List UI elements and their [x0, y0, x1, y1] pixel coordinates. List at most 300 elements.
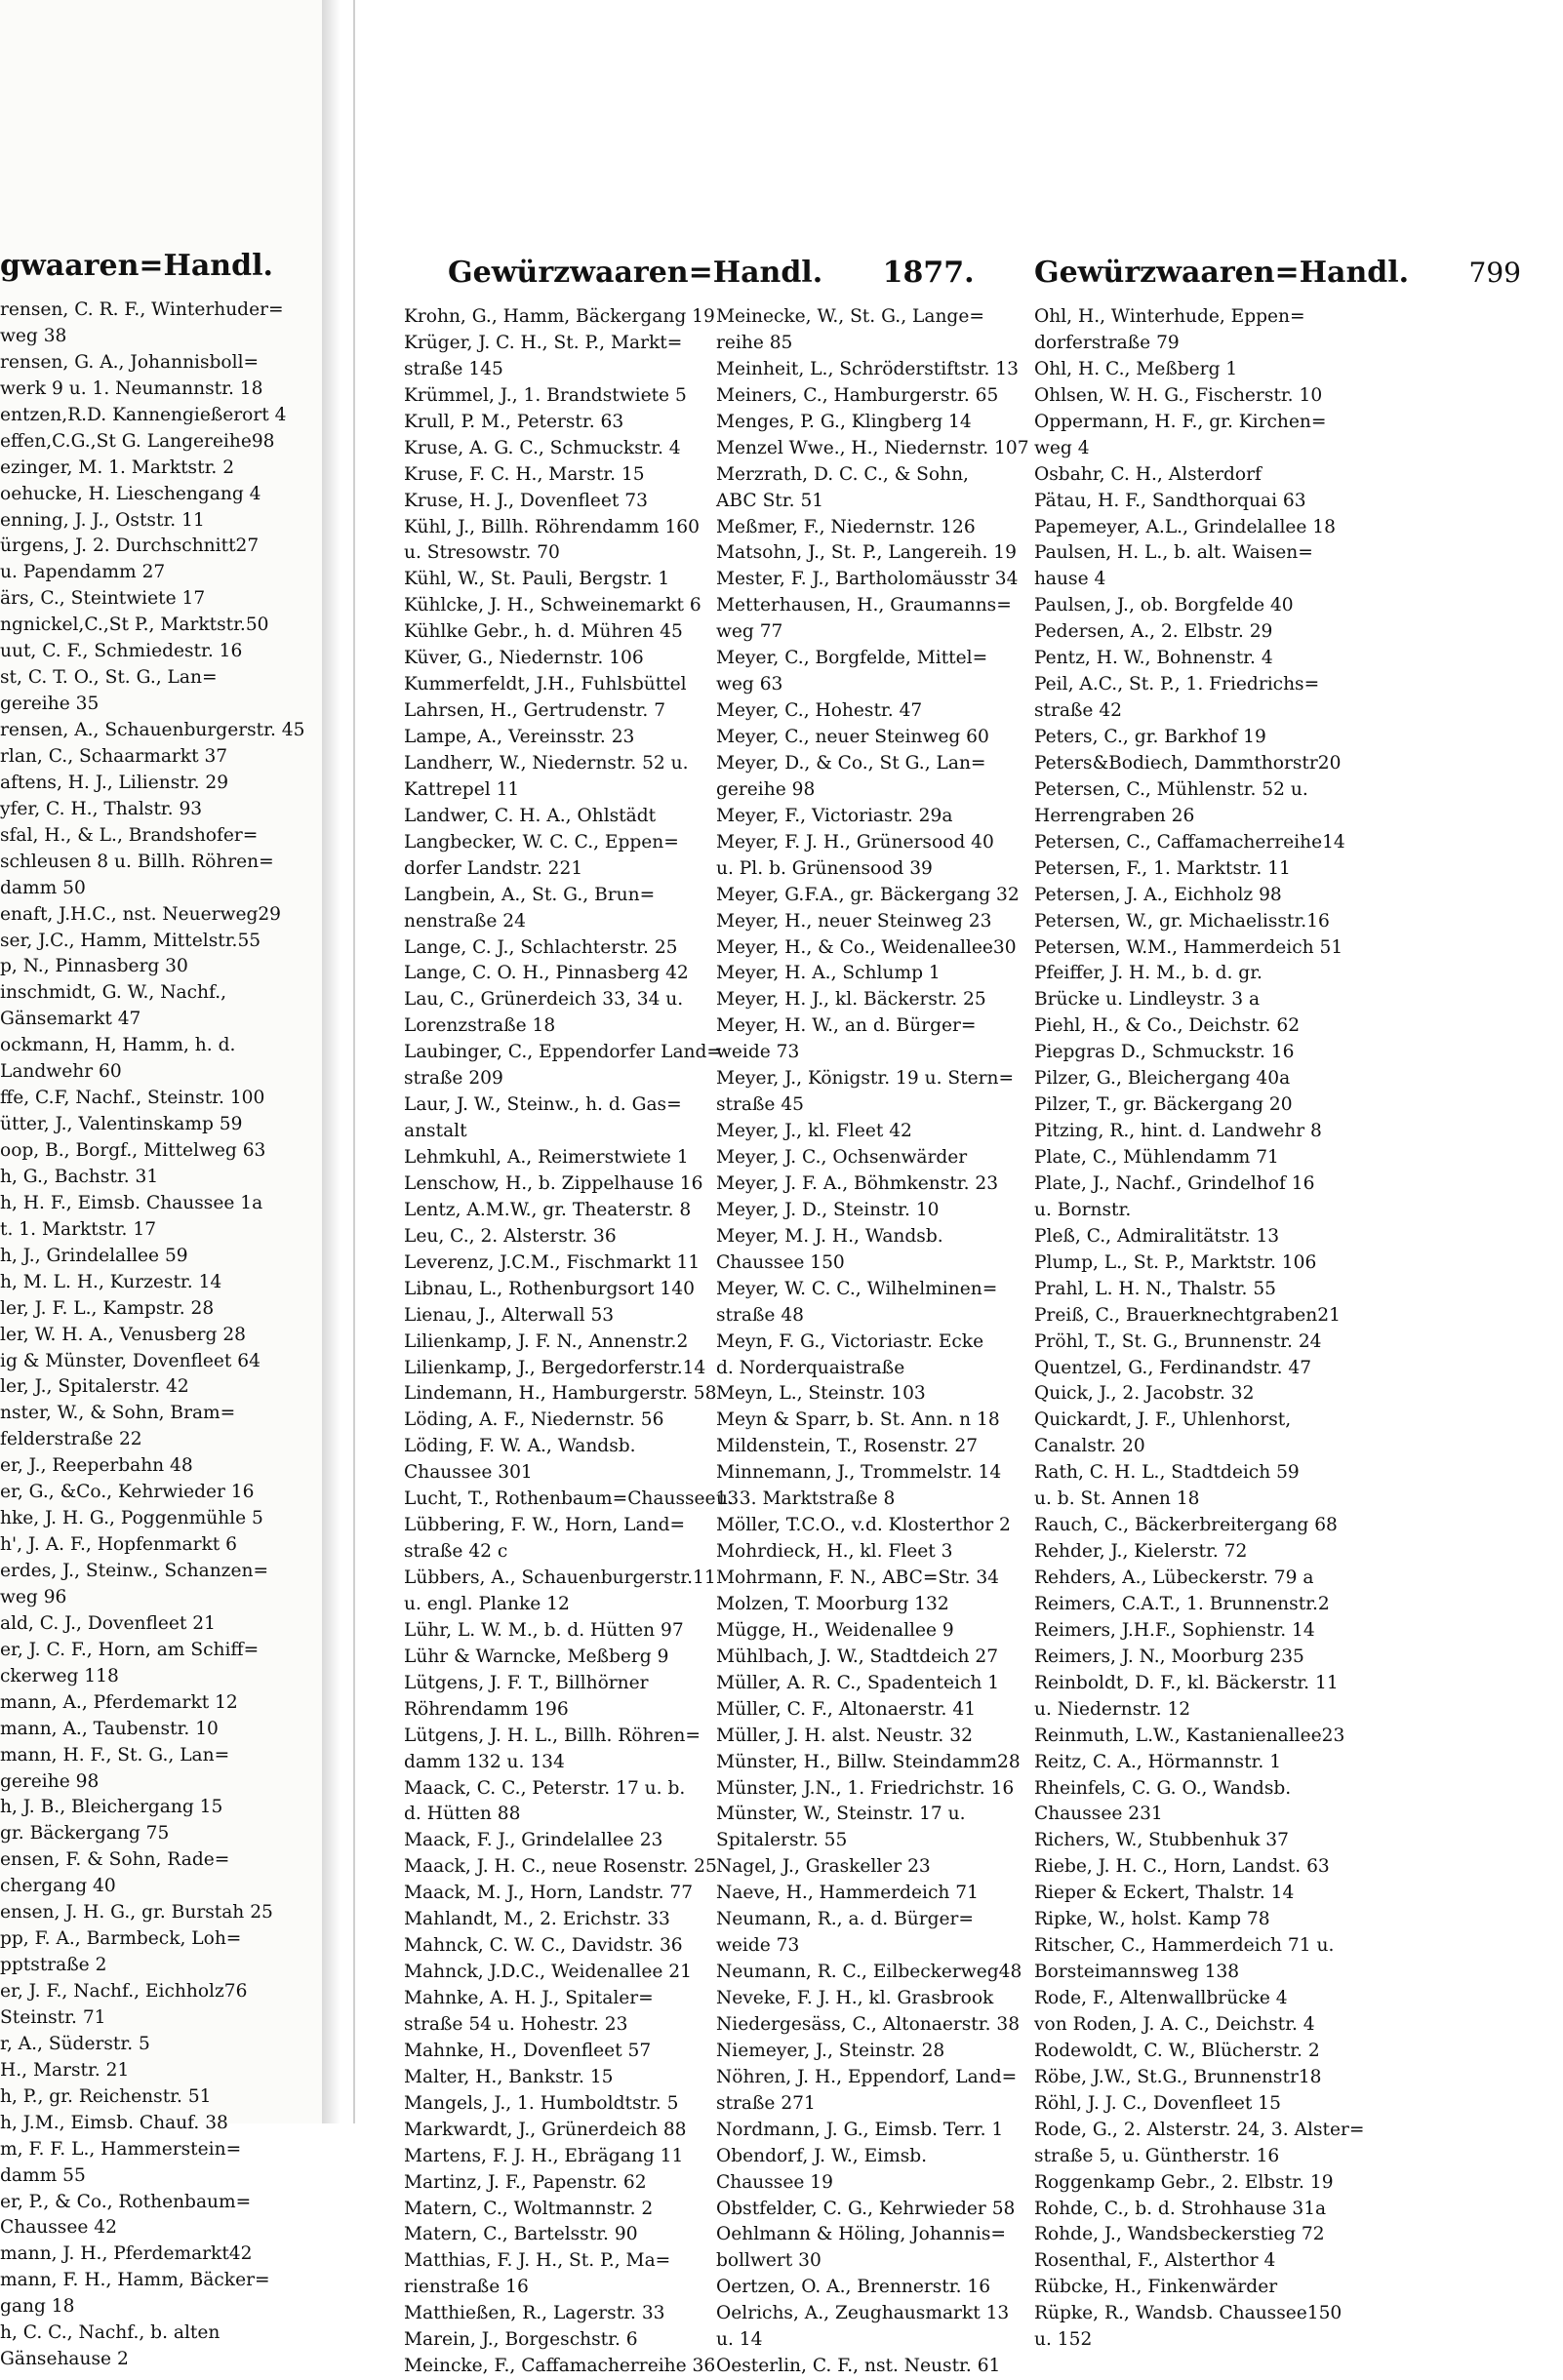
directory-entry: Nagel, J., Graskeller 23	[716, 1856, 931, 1878]
directory-entry: Kühlke Gebr., h. d. Mühren 45	[404, 621, 683, 643]
directory-entry: Oesterlin, C. F., nst. Neustr. 61	[716, 2356, 1001, 2377]
directory-entry: straße 48	[716, 1304, 804, 1326]
directory-entry: Paulsen, J., ob. Borgfelde 40	[1034, 595, 1294, 616]
directory-entry: ngnickel,C.,St P., Marktstr.50	[0, 615, 269, 636]
directory-entry: d. Norderquaistraße	[716, 1357, 905, 1378]
directory-entry: Meyn, L., Steinstr. 103	[716, 1383, 926, 1405]
directory-entry: Niemeyer, J., Steinstr. 28	[716, 2040, 945, 2061]
directory-entry: Petersen, C., Mühlenstr. 52 u.	[1034, 778, 1308, 800]
directory-entry: weide 73	[716, 1042, 800, 1063]
directory-entry: Rehders, A., Lübeckerstr. 79 a	[1034, 1567, 1314, 1588]
directory-entry: Herrengraben 26	[1034, 805, 1195, 826]
directory-entry: Prahl, L. H. N., Thalstr. 55	[1034, 1278, 1276, 1299]
directory-entry: Mahnck, J.D.C., Weidenallee 21	[404, 1962, 692, 1983]
directory-entry: Neumann, R. C., Eilbeckerweg48	[716, 1962, 1022, 1983]
directory-entry: Ohl, H. C., Meßberg 1	[1034, 358, 1238, 379]
directory-entry: Müller, C. F., Altonaerstr. 41	[716, 1698, 977, 1720]
directory-entry: Chaussee 19	[716, 2171, 833, 2193]
directory-entry: Kruse, F. C. H., Marstr. 15	[404, 463, 645, 485]
directory-entry: h, J., Grindelallee 59	[0, 1245, 188, 1266]
directory-entry: weg 38	[0, 325, 67, 346]
directory-entry: gereihe 98	[716, 778, 816, 800]
directory-entry: werk 9 u. 1. Neumannstr. 18	[0, 377, 263, 399]
directory-entry: Rübcke, H., Finkenwärder	[1034, 2277, 1278, 2298]
directory-column-3	[1034, 304, 1365, 2354]
book-gutter	[322, 0, 353, 2123]
header-left-title: Gewürzwaaren=Handl.	[448, 256, 823, 290]
directory-entry: ABC Str. 51	[716, 490, 824, 511]
directory-entry: Mügge, H., Weidenallee 9	[716, 1619, 954, 1641]
directory-entry: Reinmuth, L.W., Kastanienallee23	[1034, 1725, 1345, 1746]
directory-entry: Peters&Bodiech, Dammthorstr20	[1034, 752, 1342, 774]
directory-entry: Petersen, W., gr. Michaelisstr.16	[1034, 910, 1330, 932]
directory-entry: Paulsen, H. L., b. alt. Waisen=	[1034, 542, 1313, 564]
directory-entry: Quick, J., 2. Jacobstr. 32	[1034, 1383, 1255, 1405]
directory-entry: Kummerfeldt, J.H., Fuhlsbüttel	[404, 674, 687, 695]
directory-entry: Pleß, C., Admiralitätstr. 13	[1034, 1225, 1280, 1247]
directory-entry: Riebe, J. H. C., Horn, Landst. 63	[1034, 1856, 1330, 1878]
directory-entry: Mahnke, H., Dovenfleet 57	[404, 2040, 652, 2061]
directory-entry: Langbecker, W. C. C., Eppen=	[404, 831, 679, 853]
directory-entry: Krull, P. M., Peterstr. 63	[404, 411, 624, 432]
directory-entry: Petersen, C., Caffamacherreihe14	[1034, 831, 1345, 853]
directory-entry: Pfeiffer, J. H. M., b. d. gr.	[1034, 963, 1262, 984]
directory-entry: oehucke, H. Lieschengang 4	[0, 483, 261, 504]
directory-entry: ürgens, J. 2. Durchschnitt27	[0, 536, 260, 557]
directory-entry: Merzrath, D. C. C., & Sohn,	[716, 463, 969, 485]
directory-entry: Rode, F., Altenwallbrücke 4	[1034, 1988, 1288, 2008]
directory-entry: Matern, C., Bartelsstr. 90	[404, 2224, 638, 2245]
directory-entry: Quentzel, G., Ferdinandstr. 47	[1034, 1357, 1312, 1378]
directory-entry: Mohrmann, F. N., ABC=Str. 34	[716, 1567, 999, 1588]
directory-entry: straße 45	[716, 1094, 804, 1116]
directory-entry: Meyer, J., kl. Fleet 42	[716, 1121, 912, 1142]
directory-entry: Metterhausen, H., Graumanns=	[716, 595, 1012, 616]
directory-entry: ockmann, H, Hamm, h. d.	[0, 1035, 236, 1056]
directory-entry: Plate, C., Mühlendamm 71	[1034, 1147, 1279, 1168]
directory-entry: h, P., gr. Reichenstr. 51	[0, 2085, 212, 2107]
directory-entry: Meyer, H. W., an d. Bürger=	[716, 1015, 977, 1037]
right-page	[353, 0, 1563, 2377]
directory-entry: Matthias, F. J. H., St. P., Ma=	[404, 2250, 671, 2272]
directory-entry: h, J. B., Bleichergang 15	[0, 1797, 223, 1818]
directory-entry: er, G., &Co., Kehrwieder 16	[0, 1482, 255, 1503]
directory-entry: Rieper & Eckert, Thalstr. 14	[1034, 1883, 1295, 1904]
directory-entry: Meyer, G.F.A., gr. Bäckergang 32	[716, 884, 1020, 905]
directory-entry: dorferstraße 79	[1034, 332, 1180, 353]
directory-entry: mann, A., Taubenstr. 10	[0, 1718, 219, 1739]
directory-entry: Obendorf, J. W., Eimsb.	[716, 2145, 928, 2166]
directory-entry: Neveke, F. J. H., kl. Grasbrook	[716, 1988, 994, 2008]
directory-entry: Mühlbach, J. W., Stadtdeich 27	[716, 1646, 999, 1667]
directory-entry: Rosenthal, F., Alsterthor 4	[1034, 2250, 1276, 2272]
directory-entry: Lange, C. J., Schlachterstr. 25	[404, 936, 678, 958]
directory-entry: Pilzer, T., gr. Bäckergang 20	[1034, 1094, 1293, 1116]
directory-entry: Richers, W., Stubbenhuk 37	[1034, 1830, 1289, 1851]
directory-entry: Meyer, C., Borgfelde, Mittel=	[716, 648, 988, 669]
directory-entry: Oertzen, O. A., Brennerstr. 16	[716, 2277, 991, 2298]
directory-entry: hause 4	[1034, 569, 1106, 590]
directory-entry: straße 271	[716, 2092, 816, 2114]
directory-entry: t. 1. Marktstr. 17	[0, 1218, 157, 1240]
directory-entry: Rohde, J., Wandsbeckerstieg 72	[1034, 2224, 1325, 2245]
directory-entry: Möller, T.C.O., v.d. Klosterthor 2	[716, 1515, 1011, 1536]
directory-entry: ald, C. J., Dovenfleet 21	[0, 1612, 216, 1634]
directory-entry: ser, J.C., Hamm, Mittelstr.55	[0, 930, 261, 951]
directory-entry: Maack, M. J., Horn, Landstr. 77	[404, 1883, 694, 1904]
directory-entry: er, J., Reeperbahn 48	[0, 1455, 193, 1477]
directory-entry: ütter, J., Valentinskamp 59	[0, 1114, 243, 1135]
directory-entry: Brücke u. Lindleystr. 3 a	[1034, 989, 1261, 1011]
directory-entry: Reimers, C.A.T., 1. Brunnenstr.2	[1034, 1593, 1330, 1614]
directory-entry: weg 4	[1034, 437, 1090, 458]
directory-entry: nenstraße 24	[404, 910, 526, 932]
directory-entry: Niedergesäss, C., Altonaerstr. 38	[716, 2013, 1021, 2035]
directory-entry: Meyer, H., neuer Steinweg 23	[716, 910, 992, 932]
directory-column-2	[716, 304, 1029, 2380]
directory-entry: Meyer, F., Victoriastr. 29a	[716, 805, 953, 826]
directory-entry: Chaussee 150	[716, 1251, 845, 1273]
directory-entry: Roggenkamp Gebr., 2. Elbstr. 19	[1034, 2171, 1334, 2193]
directory-entry: Matern, C., Woltmannstr. 2	[404, 2198, 654, 2219]
directory-entry: Maack, C. C., Peterstr. 17 u. b.	[404, 1777, 686, 1799]
directory-entry: damm 55	[0, 2164, 86, 2186]
directory-entry: Canalstr. 20	[1034, 1436, 1145, 1457]
directory-entry: straße 54 u. Hohestr. 23	[404, 2013, 628, 2035]
directory-entry: Lau, C., Grünerdeich 33, 34 u.	[404, 989, 684, 1011]
directory-entry: Mester, F. J., Bartholomäusstr 34	[716, 569, 1019, 590]
directory-entry: gereihe 98	[0, 1770, 100, 1792]
directory-entry: Röhrendamm 196	[404, 1698, 569, 1720]
directory-entry: Libnau, L., Rothenburgsort 140	[404, 1278, 695, 1299]
directory-entry: r, A., Süderstr. 5	[0, 2033, 150, 2054]
directory-entry: rensen, A., Schauenburgerstr. 45	[0, 720, 305, 740]
directory-entry: ensen, F. & Sohn, Rade=	[0, 1849, 230, 1871]
directory-entry: Meyn, F. G., Victoriastr. Ecke	[716, 1330, 984, 1352]
directory-entry: Laubinger, C., Eppendorfer Land=	[404, 1042, 723, 1063]
directory-entry: mann, H. F., St. G., Lan=	[0, 1744, 230, 1765]
directory-entry: Rohde, C., b. d. Strohhause 31a	[1034, 2198, 1327, 2219]
directory-entry: mann, A., Pferdemarkt 12	[0, 1691, 238, 1713]
directory-entry: straße 42 c	[404, 1541, 508, 1563]
directory-entry: Leu, C., 2. Alsterstr. 36	[404, 1225, 617, 1247]
directory-entry: Pentz, H. W., Bohnenstr. 4	[1034, 648, 1273, 669]
directory-entry: Oelrichs, A., Zeughausmarkt 13	[716, 2303, 1010, 2324]
directory-entry: ckerweg 118	[0, 1665, 119, 1686]
directory-entry: Landwehr 60	[0, 1061, 122, 1083]
directory-entry: Meinheit, L., Schröderstiftstr. 13	[716, 358, 1019, 379]
directory-entry: h, C. C., Nachf., b. alten	[0, 2322, 220, 2344]
directory-entry: Krümmel, J., 1. Brandstwiete 5	[404, 384, 687, 406]
directory-entry: Reimers, J. N., Moorburg 235	[1034, 1646, 1304, 1667]
directory-entry: Gänsehause 2	[0, 2349, 129, 2370]
directory-entry: Peil, A.C., St. P., 1. Friedrichs=	[1034, 674, 1320, 695]
directory-entry: Menzel Wwe., H., Niedernstr. 107	[716, 437, 1029, 458]
directory-entry: Rath, C. H. L., Stadtdeich 59	[1034, 1462, 1300, 1484]
directory-entry: h, J.M., Eimsb. Chauf. 38	[0, 2112, 228, 2133]
directory-entry: Meyer, W. C. C., Wilhelminen=	[716, 1278, 998, 1299]
directory-entry: Piehl, H., & Co., Deichstr. 62	[1034, 1015, 1301, 1037]
directory-entry: u. Stresowstr. 70	[404, 542, 560, 564]
directory-entry: Lahrsen, H., Gertrudenstr. 7	[404, 700, 666, 722]
directory-entry: Oehlmann & Höling, Johannis=	[716, 2224, 1006, 2245]
directory-entry: ezinger, M. 1. Marktstr. 2	[0, 456, 235, 478]
directory-entry: weg 63	[716, 674, 783, 695]
directory-entry: Kühl, W., St. Pauli, Bergstr. 1	[404, 569, 670, 590]
directory-entry: Lilienkamp, J., Bergedorferstr.14	[404, 1357, 706, 1378]
directory-entry: Lindemann, H., Hamburgerstr. 58	[404, 1383, 717, 1405]
directory-entry: Ritscher, C., Hammerdeich 71 u.	[1034, 1935, 1335, 1957]
directory-entry: straße 42	[1034, 700, 1122, 722]
directory-entry: u. 152	[1034, 2329, 1093, 2351]
directory-entry: u. Niedernstr. 12	[1034, 1698, 1191, 1720]
directory-entry: Pitzing, R., hint. d. Landwehr 8	[1034, 1121, 1322, 1142]
directory-entry: Mahnck, C. W. C., Davidstr. 36	[404, 1935, 683, 1957]
directory-entry: nster, W., & Sohn, Bram=	[0, 1403, 236, 1424]
directory-entry: Röhl, J. J. C., Dovenfleet 15	[1034, 2092, 1281, 2114]
header-year: 1877.	[882, 256, 975, 290]
directory-entry: Krohn, G., Hamm, Bäckergang 19	[404, 306, 715, 327]
directory-entry: anstalt	[404, 1121, 467, 1142]
directory-entry: Rode, G., 2. Alsterstr. 24, 3. Alster=	[1034, 2119, 1365, 2140]
directory-entry: er, J. C. F., Horn, am Schiff=	[0, 1639, 260, 1660]
directory-entry: Meßmer, F., Niedernstr. 126	[716, 516, 976, 537]
directory-entry: Petersen, F., 1. Marktstr. 11	[1034, 857, 1291, 879]
directory-entry: Piepgras D., Schmuckstr. 16	[1034, 1042, 1295, 1063]
directory-entry: rensen, C. R. F., Winterhuder=	[0, 299, 284, 320]
directory-entry: Steinstr. 71	[0, 2006, 106, 2028]
directory-entry: Meyer, J., Königstr. 19 u. Stern=	[716, 1068, 1015, 1090]
directory-entry: Spitalerstr. 55	[716, 1830, 848, 1851]
directory-entry: Kühlcke, J. H., Schweinemarkt 6	[404, 595, 701, 616]
directory-entry: yfer, C. H., Thalstr. 93	[0, 798, 203, 819]
directory-entry: Pätau, H. F., Sandthorquai 63	[1034, 490, 1306, 511]
directory-entry: Meyer, M. J. H., Wandsb.	[716, 1225, 943, 1247]
directory-entry: Meyer, H. A., Schlump 1	[716, 963, 941, 984]
directory-entry: Rheinfels, C. G. O., Wandsb.	[1034, 1777, 1292, 1799]
directory-entry: mann, F. H., Hamm, Bäcker=	[0, 2270, 270, 2291]
directory-entry: st, C. T. O., St. G., Lan=	[0, 667, 218, 689]
directory-entry: Meyer, J. F. A., Böhmkenstr. 23	[716, 1172, 999, 1194]
directory-entry: Rehder, J., Kielerstr. 72	[1034, 1541, 1248, 1563]
directory-entry: er, J. F., Nachf., Eichholz76	[0, 1981, 248, 2002]
directory-entry: Münster, H., Billw. Steindamm28	[716, 1751, 1021, 1772]
directory-entry: damm 50	[0, 877, 86, 898]
directory-entry: Gänsemarkt 47	[0, 1009, 141, 1030]
directory-entry: reihe 85	[716, 332, 793, 353]
directory-entry: Obstfelder, C. G., Kehrwieder 58	[716, 2198, 1016, 2219]
directory-entry: Meincke, F., Caffamacherreihe 36	[404, 2356, 716, 2377]
directory-entry: rensen, G. A., Johannisboll=	[0, 351, 260, 373]
directory-entry: ler, W. H. A., Venusberg 28	[0, 1324, 246, 1345]
directory-entry: Petersen, W.M., Hammerdeich 51	[1034, 936, 1343, 958]
directory-entry: weg 77	[716, 621, 783, 643]
directory-entry: h, G., Bachstr. 31	[0, 1166, 159, 1187]
directory-entry: Laur, J. W., Steinw., h. d. Gas=	[404, 1094, 682, 1116]
directory-entry: Chaussee 231	[1034, 1804, 1163, 1825]
directory-entry: rienstraße 16	[404, 2277, 529, 2298]
directory-entry: Münster, J.N., 1. Friedrichstr. 16	[716, 1777, 1015, 1799]
directory-entry: Lütgens, J. H. L., Billh. Röhren=	[404, 1725, 701, 1746]
directory-entry: enning, J. J., Oststr. 11	[0, 509, 205, 531]
directory-entry: weg 96	[0, 1586, 67, 1607]
directory-entry: hke, J. H. G., Poggenmühle 5	[0, 1508, 263, 1529]
directory-entry: Lühr & Warncke, Meßberg 9	[404, 1646, 669, 1667]
directory-entry: gang 18	[0, 2296, 75, 2318]
directory-entry: Rodewoldt, C. W., Blücherstr. 2	[1034, 2040, 1320, 2061]
directory-entry: Peters, C., gr. Barkhof 19	[1034, 727, 1266, 747]
directory-entry: Reinboldt, D. F., kl. Bäckerstr. 11	[1034, 1672, 1339, 1693]
directory-entry: Röbe, J.W., St.G., Brunnenstr18	[1034, 2066, 1322, 2087]
directory-entry: p, N., Pinnasberg 30	[0, 956, 188, 977]
page-header	[448, 256, 1521, 297]
directory-entry: Meyer, C., Hohestr. 47	[716, 700, 923, 722]
directory-entry: Pröhl, T., St. G., Brunnenstr. 24	[1034, 1330, 1322, 1352]
directory-entry: Matthießen, R., Lagerstr. 33	[404, 2303, 665, 2324]
directory-entry: Kattrepel 11	[404, 778, 520, 800]
directory-entry: Lentz, A.M.W., gr. Theaterstr. 8	[404, 1199, 692, 1220]
directory-entry: Mangels, J., 1. Humboldtstr. 5	[404, 2092, 679, 2114]
directory-entry: ler, J. F. L., Kampstr. 28	[0, 1297, 215, 1319]
directory-entry: Meinecke, W., St. G., Lange=	[716, 306, 984, 327]
directory-entry: inschmidt, G. W., Nachf.,	[0, 982, 227, 1004]
directory-entry: ig & Münster, Dovenfleet 64	[0, 1350, 260, 1371]
directory-entry: Leverenz, J.C.M., Fischmarkt 11	[404, 1251, 701, 1273]
directory-entry: Malter, H., Bankstr. 15	[404, 2066, 614, 2087]
directory-entry: Reimers, J.H.F., Sophienstr. 14	[1034, 1619, 1315, 1641]
directory-entry: Meyer, C., neuer Steinweg 60	[716, 727, 989, 747]
directory-entry: Landherr, W., Niedernstr. 52 u.	[404, 752, 689, 774]
directory-entry: m, F. F. L., Hammerstein=	[0, 2138, 242, 2160]
directory-entry: Reitz, C. A., Hörmannstr. 1	[1034, 1751, 1282, 1772]
directory-entry: erdes, J., Steinw., Schanzen=	[0, 1561, 269, 1581]
directory-entry: Mohrdieck, H., kl. Fleet 3	[716, 1541, 953, 1563]
directory-entry: gereihe 35	[0, 694, 100, 715]
directory-entry: rlan, C., Schaarmarkt 37	[0, 745, 228, 767]
directory-entry: Rauch, C., Bäckerbreitergang 68	[1034, 1515, 1338, 1536]
directory-entry: Langbein, A., St. G., Brun=	[404, 884, 656, 905]
directory-entry: dorfer Landstr. 221	[404, 857, 583, 879]
directory-entry: Küver, G., Niedernstr. 106	[404, 648, 644, 669]
directory-entry: entzen,R.D. Kannengießerort 4	[0, 404, 287, 425]
directory-entry: h, M. L. H., Kurzestr. 14	[0, 1271, 222, 1292]
directory-entry: weide 73	[716, 1935, 800, 1957]
directory-entry: felderstraße 22	[0, 1429, 142, 1450]
directory-entry: effen,C.G.,St G. Langereihe98	[0, 430, 275, 452]
directory-entry: Lampe, A., Vereinsstr. 23	[404, 727, 635, 747]
directory-entry: Meiners, C., Hamburgerstr. 65	[716, 384, 999, 406]
directory-entry: d. Hütten 88	[404, 1804, 521, 1825]
directory-entry: Löding, A. F., Niedernstr. 56	[404, 1409, 664, 1431]
directory-entry: Meyer, H., & Co., Weidenallee30	[716, 936, 1017, 958]
directory-entry: Martinz, J. F., Papenstr. 62	[404, 2171, 647, 2193]
directory-entry: pp, F. A., Barmbeck, Loh=	[0, 1928, 242, 1950]
directory-entry: Menges, P. G., Klingberg 14	[716, 411, 972, 432]
directory-entry: Meyer, F. J. H., Grünersood 40	[716, 831, 994, 853]
directory-entry: Nöhren, J. H., Eppendorf, Land=	[716, 2066, 1018, 2087]
directory-entry: Lübbering, F. W., Horn, Land=	[404, 1515, 686, 1536]
directory-entry: ensen, J. H. G., gr. Burstah 25	[0, 1902, 273, 1924]
directory-entry: Neumann, R., a. d. Bürger=	[716, 1909, 974, 1930]
left-page	[0, 0, 325, 2370]
directory-entry: u. b. St. Annen 18	[1034, 1488, 1200, 1510]
directory-entry: ler, J., Spitalerstr. 42	[0, 1376, 189, 1398]
directory-entry: Mahlandt, M., 2. Erichstr. 33	[404, 1909, 670, 1930]
directory-entry: Maack, J. H. C., neue Rosenstr. 25	[404, 1856, 717, 1878]
directory-entry: Mahnke, A. H. J., Spitaler=	[404, 1988, 654, 2008]
directory-entry: Krüger, J. C. H., St. P., Markt=	[404, 332, 683, 353]
directory-entry: Plate, J., Nachf., Grindelhof 16	[1034, 1172, 1315, 1194]
directory-entry: u. 14	[716, 2329, 763, 2351]
directory-entry: Lucht, T., Rothenbaum=Chaussee13	[404, 1488, 740, 1510]
directory-entry: Kühl, J., Billh. Röhrendamm 160	[404, 516, 700, 537]
directory-entry: er, P., & Co., Rothenbaum=	[0, 2191, 252, 2212]
directory-entry: Lorenzstraße 18	[404, 1015, 556, 1037]
directory-entry: Löding, F. W. A., Wandsb.	[404, 1436, 636, 1457]
directory-entry: ffe, C.F, Nachf., Steinstr. 100	[0, 1088, 265, 1109]
directory-entry: Plump, L., St. P., Marktstr. 106	[1034, 1251, 1317, 1273]
directory-entry: Meyn & Sparr, b. St. Ann. n 18	[716, 1409, 1000, 1431]
directory-entry: enaft, J.H.C., nst. Neuerweg29	[0, 903, 282, 925]
directory-entry: Preiß, C., Brauerknechtgraben21	[1034, 1304, 1341, 1326]
directory-entry: H., Marstr. 21	[0, 2059, 130, 2081]
directory-entry: oop, B., Borgf., Mittelweg 63	[0, 1140, 266, 1161]
directory-entry: Lübbers, A., Schauenburgerstr.11	[404, 1567, 716, 1588]
directory-entry: aftens, H. J., Lilienstr. 29	[0, 772, 229, 793]
directory-entry: Oppermann, H. F., gr. Kirchen=	[1034, 411, 1327, 432]
directory-entry: Lütgens, J. F. T., Billhörner	[404, 1672, 649, 1693]
directory-entry: Kruse, A. G. C., Schmuckstr. 4	[404, 437, 681, 458]
directory-entry: uut, C. F., Schmiedestr. 16	[0, 641, 243, 662]
directory-entry: Ohlsen, W. H. G., Fischerstr. 10	[1034, 384, 1323, 406]
directory-entry: Nordmann, J. G., Eimsb. Terr. 1	[716, 2119, 1004, 2140]
directory-entry: chergang 40	[0, 1876, 116, 1897]
directory-entry: bollwert 30	[716, 2250, 822, 2272]
directory-entry: Petersen, J. A., Eichholz 98	[1034, 884, 1282, 905]
directory-entry: Lienau, J., Alterwall 53	[404, 1304, 615, 1326]
directory-entry: damm 132 u. 134	[404, 1751, 565, 1772]
directory-entry: u. Papendamm 27	[0, 562, 166, 583]
directory-entry: Müller, J. H. alst. Neustr. 32	[716, 1725, 973, 1746]
directory-entry: von Roden, J. A. C., Deichstr. 4	[1034, 2013, 1315, 2035]
directory-entry: Mildenstein, T., Rosenstr. 27	[716, 1436, 979, 1457]
directory-entry: Markwardt, J., Grünerdeich 88	[404, 2119, 687, 2140]
directory-entry: sfal, H., & L., Brandshofer=	[0, 824, 259, 846]
directory-entry: Martens, F. J. H., Ebrägang 11	[404, 2145, 684, 2166]
header-right-title: Gewürzwaaren=Handl.	[1033, 256, 1410, 290]
directory-entry: Meyer, H. J., kl. Bäckerstr. 25	[716, 989, 986, 1011]
directory-entry: Pedersen, A., 2. Elbstr. 29	[1034, 621, 1273, 643]
directory-entry: mann, J. H., Pferdemarkt42	[0, 2243, 253, 2265]
directory-entry: Minnemann, J., Trommelstr. 14	[716, 1462, 1002, 1484]
directory-entry: Osbahr, C. H., Alsterdorf	[1034, 463, 1262, 485]
left-page-column	[0, 298, 322, 2373]
directory-entry: Maack, F. J., Grindelallee 23	[404, 1830, 663, 1851]
directory-entry: Lehmkuhl, A., Reimerstwiete 1	[404, 1147, 689, 1168]
directory-entry: Chaussee 42	[0, 2217, 117, 2239]
directory-entry: Quickardt, J. F., Uhlenhorst,	[1034, 1409, 1292, 1431]
directory-entry: Kruse, H. J., Dovenfleet 73	[404, 490, 648, 511]
directory-entry: Lenschow, H., b. Zippelhause 16	[404, 1172, 703, 1194]
directory-entry: Ohl, H., Winterhude, Eppen=	[1034, 306, 1305, 327]
directory-entry: Meyer, D., & Co., St G., Lan=	[716, 752, 986, 774]
directory-entry: Marein, J., Borgeschstr. 6	[404, 2329, 638, 2351]
directory-entry: u. engl. Planke 12	[404, 1593, 570, 1614]
directory-entry: Naeve, H., Hammerdeich 71	[716, 1883, 979, 1904]
directory-entry: Müller, A. R. C., Spadenteich 1	[716, 1672, 1000, 1693]
directory-entry: Meyer, J. D., Steinstr. 10	[716, 1199, 940, 1220]
directory-entry: u. 3. Marktstraße 8	[716, 1488, 896, 1510]
